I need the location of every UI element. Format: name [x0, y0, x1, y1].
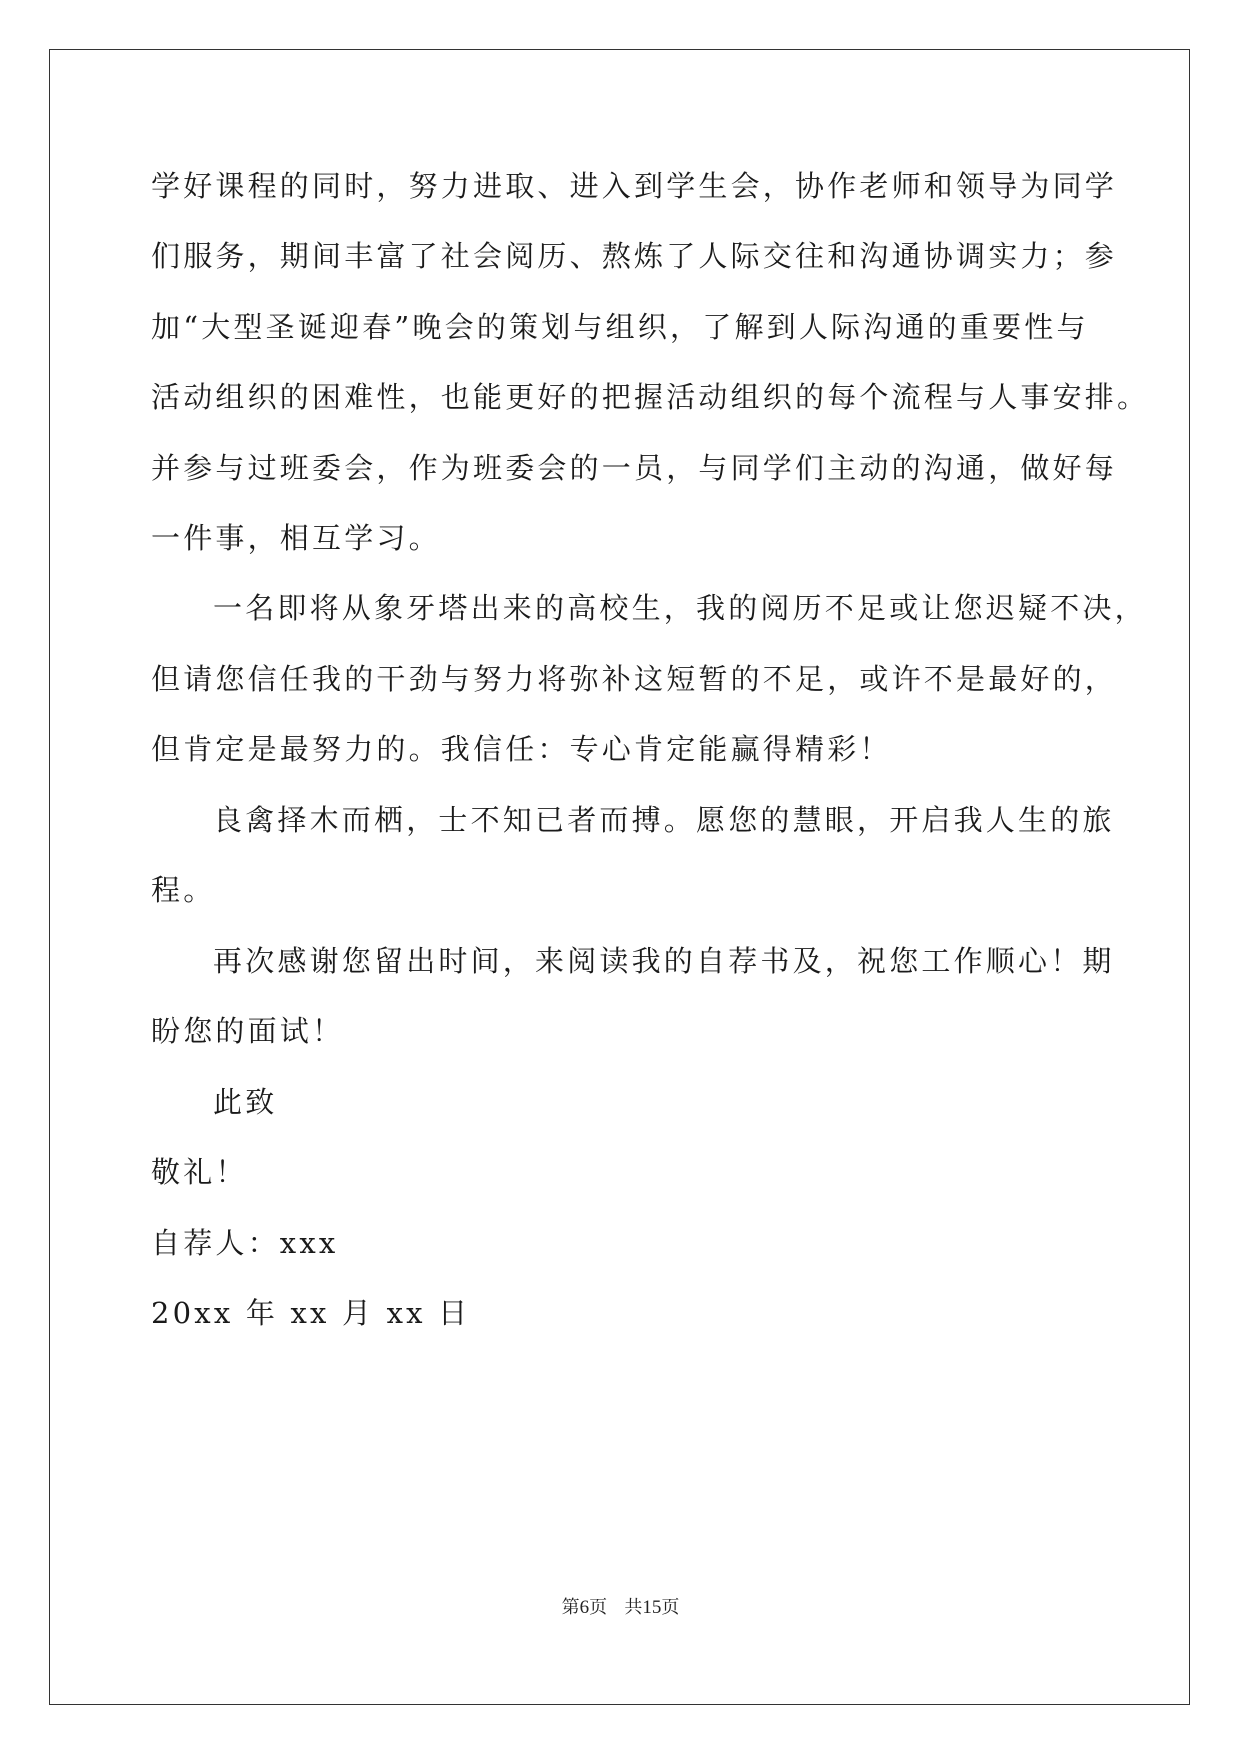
page-border	[49, 49, 1190, 1705]
body-line-8: 但请您信任我的干劲与努力将弥补这短暂的不足，或许不是最好的，	[151, 662, 1118, 696]
closing-regards: 敬礼！	[151, 1155, 248, 1189]
body-line-3: 加“大型圣诞迎春”晚会的策划与组织，了解到人际沟通的重要性与	[151, 310, 1089, 344]
body-line-9: 但肯定是最努力的。我信任：专心肯定能赢得精彩！	[151, 732, 892, 766]
signature-line: 自荐人：xxx	[151, 1226, 339, 1260]
footer-page-number: 6	[579, 1597, 590, 1618]
closing-salutation: 此致	[213, 1085, 278, 1119]
date-line: 20xx 年 xx 月 xx 日	[151, 1296, 471, 1330]
footer-page-suffix: 页	[589, 1597, 608, 1618]
footer-total-suffix: 页	[661, 1597, 680, 1618]
page-footer	[0, 1596, 1241, 1620]
footer-page-prefix: 第	[561, 1597, 580, 1618]
body-line-12: 再次感谢您留出时间，来阅读我的自荐书及，祝您工作顺心！期	[213, 944, 1115, 978]
body-line-11: 程。	[151, 873, 216, 907]
body-line-4: 活动组织的困难性，也能更好的把握活动组织的每个流程与人事安排。	[151, 380, 1150, 414]
body-line-2: 们服务，期间丰富了社会阅历、熬炼了人际交往和沟通协调实力；参	[151, 239, 1118, 273]
body-line-7: 一名即将从象牙塔出来的高校生，我的阅历不足或让您迟疑不决，	[213, 591, 1147, 625]
body-line-6: 一件事，相互学习。	[151, 521, 441, 555]
footer-total-pages: 15	[642, 1597, 662, 1618]
body-line-5: 并参与过班委会，作为班委会的一员，与同学们主动的沟通，做好每	[151, 451, 1118, 485]
body-line-10: 良禽择木而栖，士不知已者而搏。愿您的慧眼，开启我人生的旅	[213, 803, 1115, 837]
footer-total-prefix: 共	[624, 1597, 643, 1618]
body-line-1: 学好课程的同时，努力进取、进入到学生会，协作老师和领导为同学	[151, 169, 1118, 203]
body-line-13: 盼您的面试！	[151, 1014, 345, 1048]
